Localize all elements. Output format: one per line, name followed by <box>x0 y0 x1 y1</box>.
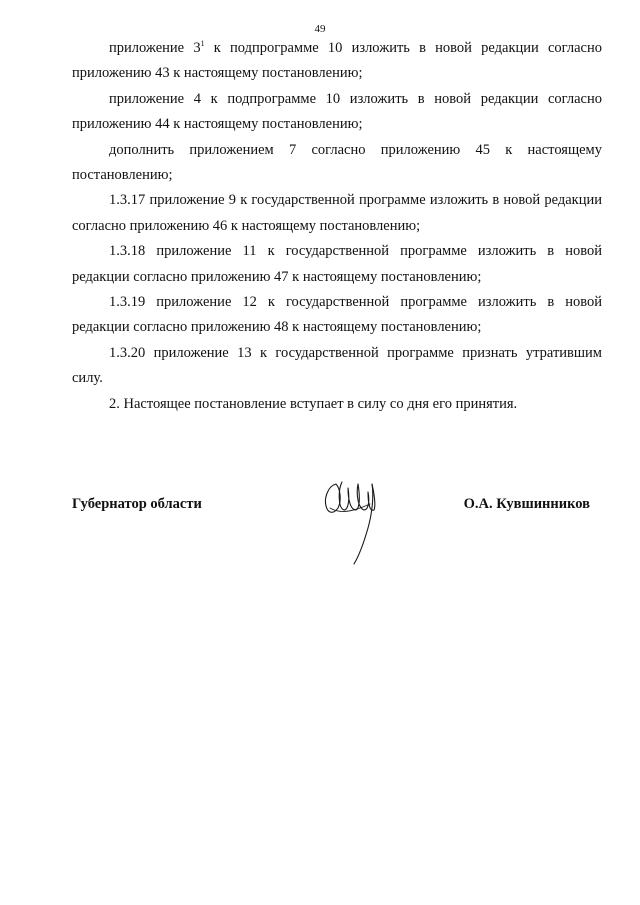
document-body <box>72 36 602 417</box>
paragraph-add-appendix-7: дополнить приложением 7 согласно приложению 45 к настоящему постановлению; <box>72 141 602 184</box>
signatory-name: О.А. Кувшинников <box>463 496 590 512</box>
paragraph-1-3-18: 1.3.18 приложение 11 к государственной программе изложить в новой редакции согласно приложению 47 к настоящему постановлению; <box>72 243 602 285</box>
paragraph-text-start: приложение 3 <box>109 40 201 56</box>
paragraph-1-3-20: 1.3.20 приложение 13 к государственной программе признать утратившим силу. <box>72 344 602 387</box>
paragraph-appendix-4: приложение 4 к подпрограмме 10 изложить в новой редакции согласно приложению 44 к настоящему постановлению; <box>72 90 602 133</box>
page-number: 49 <box>314 23 326 35</box>
superscript: 1 <box>200 39 205 48</box>
paragraph-text-end: к подпрограмме 10 изложить в новой редакции согласно приложению 43 к настоящему постановлению; <box>72 40 602 82</box>
paragraph-appendix-3-1 <box>72 36 602 87</box>
paragraph-1-3-19: 1.3.19 приложение 12 к государственной программе изложить в новой редакции согласно приложению 48 к настоящему постановлению; <box>72 294 602 336</box>
paragraph-effective-date: 2. Настоящее постановление вступает в силу со дня его принятия. <box>109 395 518 412</box>
paragraph-1-3-17: 1.3.17 приложение 9 к государственной программе изложить в новой редакции согласно приложению 46 к настоящему постановлению; <box>72 192 602 234</box>
handwritten-signature-icon <box>318 470 378 570</box>
signatory-position: Губернатор области <box>72 496 202 512</box>
